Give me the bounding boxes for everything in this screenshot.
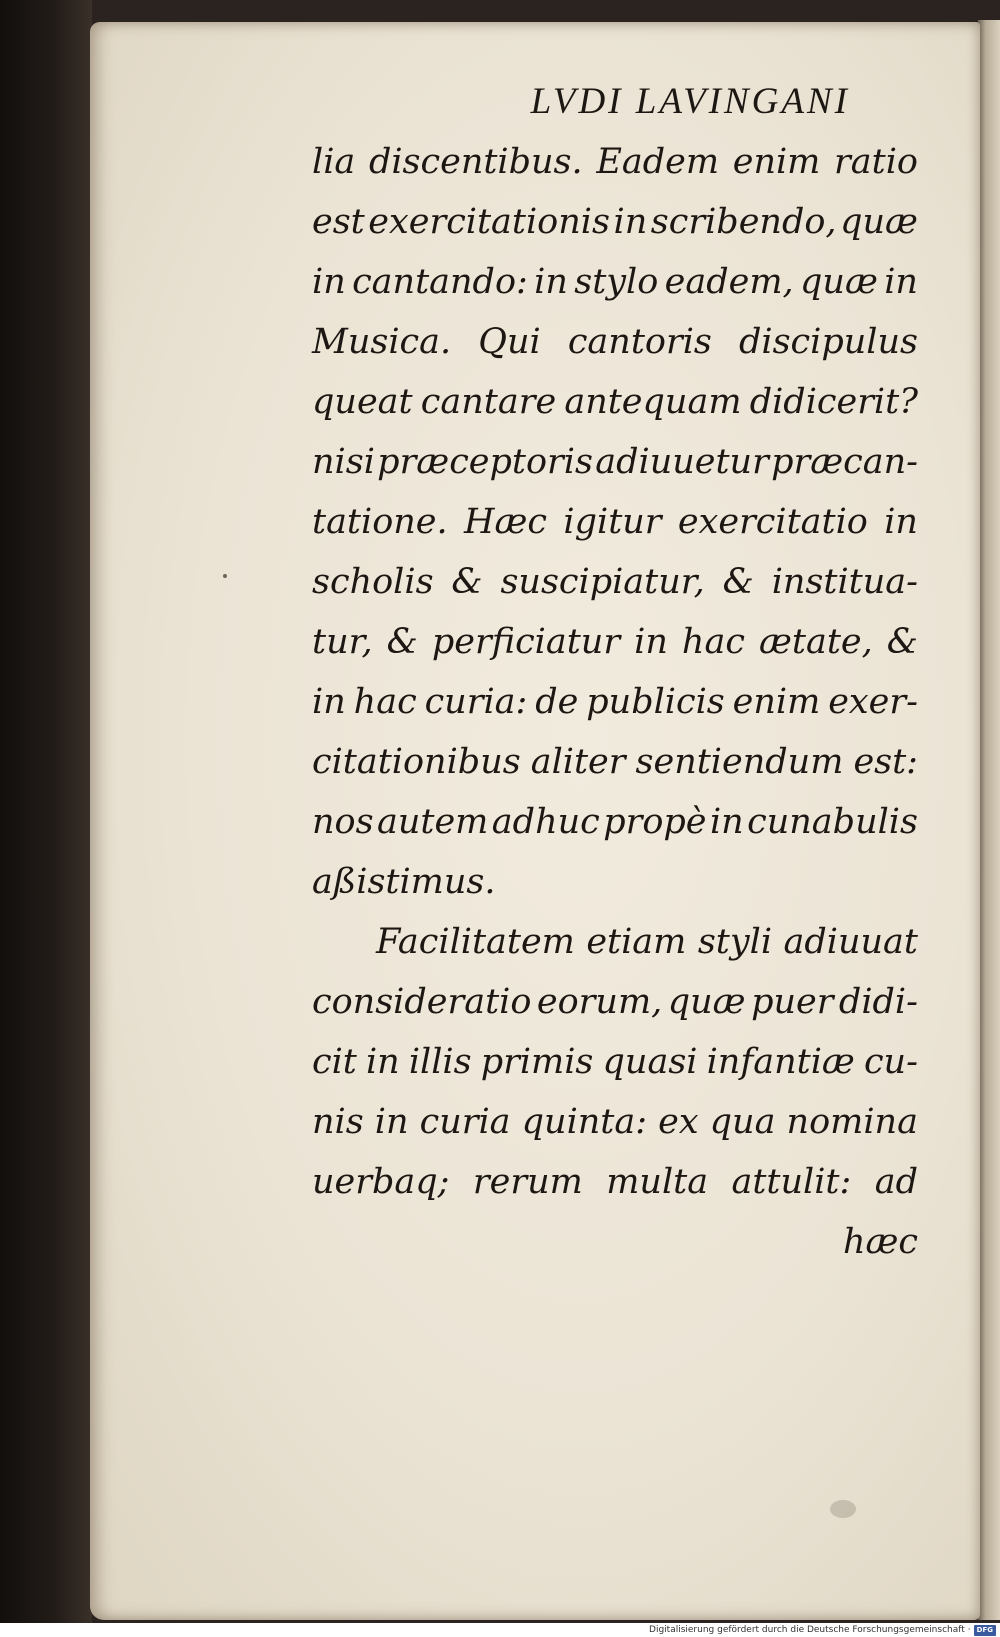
text-line [312, 370, 918, 434]
word: tatione. [312, 502, 448, 542]
text-line [312, 550, 918, 614]
word: nisi [312, 442, 375, 482]
footer-credit: Digitalisierung gefördert durch die Deutsche Forschungsgemeinschaft · DFG [649, 1623, 996, 1637]
text-line [312, 250, 918, 314]
word: in [884, 502, 918, 542]
word: in [374, 1102, 409, 1142]
word: nomina [786, 1102, 918, 1142]
word: scribendo, [650, 202, 837, 242]
word: scholis [312, 562, 434, 602]
word: tur, [312, 622, 373, 662]
word: exer- [828, 682, 918, 722]
word: exercitationis [368, 202, 610, 242]
word: præcan- [771, 442, 918, 482]
footer-band [0, 1623, 1000, 1637]
word: adiuuat [783, 922, 918, 962]
word: in [884, 262, 918, 302]
word: exercitatio [677, 502, 868, 542]
word: Qui [478, 322, 541, 362]
word: eadem, [664, 262, 794, 302]
word: curia: [424, 682, 528, 722]
word: igitur [563, 502, 662, 542]
word: lia [312, 142, 356, 182]
word: styli [697, 922, 773, 962]
word: eorum, [536, 982, 663, 1022]
catchword: hæc [842, 1222, 918, 1262]
word: cantoris [567, 322, 712, 362]
word: cit [312, 1042, 357, 1082]
paper-speck [223, 574, 227, 578]
word: nos [312, 802, 374, 842]
word: illis [408, 1042, 472, 1082]
word: stylo [574, 262, 659, 302]
word: adhuc [491, 802, 600, 842]
running-head: LVDI LAVINGANI [530, 81, 850, 122]
word: in [634, 622, 668, 662]
text-line [312, 910, 918, 974]
word: aliter [530, 742, 626, 782]
word: discentibus. [368, 142, 583, 182]
word: curia [419, 1102, 511, 1142]
word: & [386, 622, 418, 662]
word: qua [709, 1102, 776, 1142]
word: adiuuetur [595, 442, 769, 482]
word: publicis [586, 682, 725, 722]
word: Facilitatem [376, 922, 575, 962]
text-line [312, 310, 918, 374]
word: & [722, 562, 754, 602]
word: rerum [472, 1162, 583, 1202]
word: uerbaq; [312, 1162, 450, 1202]
word: enim [732, 142, 821, 182]
word: & [886, 622, 918, 662]
text-line [312, 670, 918, 734]
word: hac [353, 682, 417, 722]
text-line [312, 430, 918, 494]
text-line [312, 970, 918, 1034]
word: enim [732, 682, 821, 722]
word: etiam [586, 922, 687, 962]
text-line [312, 610, 918, 674]
word: præceptoris [377, 442, 593, 482]
word: nis [312, 1102, 364, 1142]
word: multa [606, 1162, 709, 1202]
word: in [365, 1042, 400, 1082]
word: didicerit? [749, 382, 918, 422]
word: attulit: [731, 1162, 852, 1202]
word: primis [480, 1042, 594, 1082]
word: in [613, 202, 648, 242]
dfg-logo: DFG [974, 1625, 996, 1636]
text-line [312, 850, 918, 914]
word: puer [751, 982, 834, 1022]
word: cu- [863, 1042, 918, 1082]
text-line [312, 130, 918, 194]
word: quæ [667, 982, 746, 1022]
word: quæ [840, 202, 918, 242]
word: in [534, 262, 568, 302]
word: quasi [602, 1042, 698, 1082]
word: aßistimus. [312, 862, 496, 902]
word: perficiatur [431, 622, 621, 662]
footer-credit-text: Digitalisierung gefördert durch die Deutsche Forschungsgemeinschaft [649, 1625, 965, 1635]
word: est [312, 202, 365, 242]
text-line [312, 730, 918, 794]
body-text [312, 130, 918, 1270]
word: propè [603, 802, 707, 842]
word: cunabulis [747, 802, 918, 842]
word: consideratio [312, 982, 532, 1022]
text-line [312, 1090, 918, 1154]
text-line [312, 1150, 918, 1214]
word: antequam [564, 382, 742, 422]
book-binding-edge [0, 0, 92, 1625]
word: ad [874, 1162, 918, 1202]
word: cantando: [352, 262, 528, 302]
word: hac [681, 622, 745, 662]
adjacent-leaf-edge [978, 20, 1000, 1620]
word: Eadem [596, 142, 720, 182]
word: in [709, 802, 744, 842]
word: quæ [800, 262, 878, 302]
word: est: [853, 742, 918, 782]
text-line [312, 1030, 918, 1094]
word: de [535, 682, 579, 722]
word: quinta: [521, 1102, 648, 1142]
word: discipulus [739, 322, 918, 362]
word: ætate, [758, 622, 873, 662]
word: citationibus [312, 742, 521, 782]
word: ex [658, 1102, 699, 1142]
text-line [312, 190, 918, 254]
word: institua- [771, 562, 918, 602]
word: autem [377, 802, 489, 842]
word: didi- [838, 982, 918, 1022]
word: cantare [420, 382, 557, 422]
word: in [312, 262, 346, 302]
text-line [312, 790, 918, 854]
word: sentiendum [635, 742, 844, 782]
word: ratio [834, 142, 918, 182]
text-line [312, 490, 918, 554]
word: queat [312, 382, 413, 422]
word: & [451, 562, 483, 602]
word: in [312, 682, 346, 722]
paper-stain [830, 1500, 856, 1518]
word: suscipiatur, [500, 562, 705, 602]
word: Hæc [464, 502, 548, 542]
word: infantiæ [706, 1042, 855, 1082]
word: Musica. [312, 322, 452, 362]
